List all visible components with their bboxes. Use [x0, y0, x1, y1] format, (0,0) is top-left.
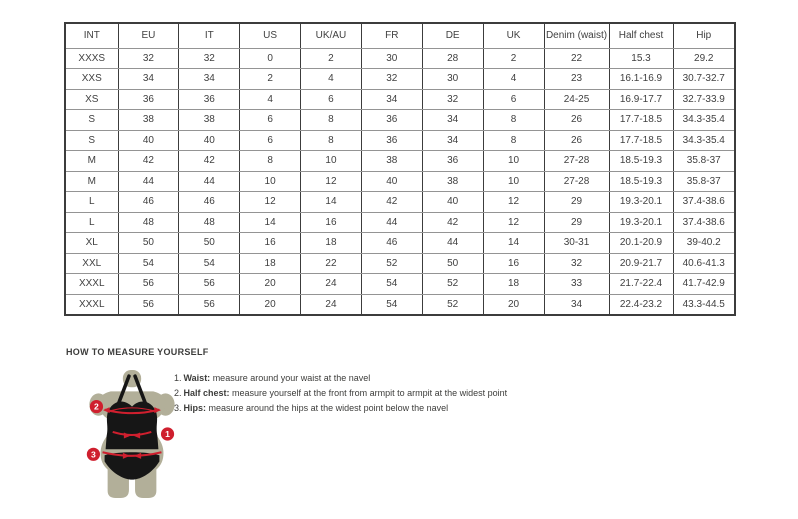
table-cell: 35.8-37 — [673, 151, 735, 172]
table-cell: 16 — [483, 253, 544, 274]
table-cell: 44 — [179, 171, 240, 192]
table-cell: 10 — [301, 151, 362, 172]
table-cell: 6 — [240, 110, 301, 131]
table-cell: 30-31 — [544, 233, 609, 254]
column-header: Hip — [673, 23, 735, 48]
table-cell: 28 — [422, 48, 483, 69]
table-cell: 52 — [422, 294, 483, 315]
table-row — [65, 89, 735, 110]
table-cell: 44 — [361, 212, 422, 233]
table-cell: 54 — [361, 274, 422, 295]
table-cell: L — [65, 212, 118, 233]
table-cell: 0 — [240, 48, 301, 69]
table-cell: S — [65, 130, 118, 151]
table-cell: 34 — [361, 89, 422, 110]
table-cell: 54 — [179, 253, 240, 274]
table-cell: 12 — [483, 192, 544, 213]
table-cell: 34 — [179, 69, 240, 90]
column-header: IT — [179, 23, 240, 48]
table-cell: 20 — [240, 294, 301, 315]
waist-marker-number: 1 — [165, 429, 170, 440]
table-cell: 46 — [179, 192, 240, 213]
table-cell: 36 — [361, 130, 422, 151]
table-cell: 34 — [118, 69, 179, 90]
table-cell: 32 — [544, 253, 609, 274]
table-cell: 16 — [240, 233, 301, 254]
size-chart-table — [64, 22, 736, 316]
table-cell: 19.3-20.1 — [609, 192, 673, 213]
header-row — [65, 23, 735, 48]
table-row — [65, 212, 735, 233]
table-cell: 38 — [179, 110, 240, 131]
table-cell: 34.3-35.4 — [673, 110, 735, 131]
table-cell: 22 — [544, 48, 609, 69]
table-cell: 19.3-20.1 — [609, 212, 673, 233]
mannequin-measure-illustration — [76, 369, 188, 501]
table-cell: 17.7-18.5 — [609, 130, 673, 151]
table-cell: 27-28 — [544, 151, 609, 172]
table-cell: L — [65, 192, 118, 213]
table-cell: 46 — [118, 192, 179, 213]
step-label: Waist: — [183, 373, 211, 383]
table-cell: 20 — [483, 294, 544, 315]
column-header: US — [240, 23, 301, 48]
table-cell: 40 — [179, 130, 240, 151]
table-cell: 24-25 — [544, 89, 609, 110]
table-cell: 18 — [240, 253, 301, 274]
table-cell: 52 — [361, 253, 422, 274]
measure-step-half-chest — [174, 389, 507, 399]
table-cell: 24 — [301, 274, 362, 295]
table-cell: 40 — [422, 192, 483, 213]
table-cell: 18.5-19.3 — [609, 151, 673, 172]
table-cell: 36 — [361, 110, 422, 131]
column-header: EU — [118, 23, 179, 48]
table-cell: 56 — [179, 274, 240, 295]
table-cell: 32 — [179, 48, 240, 69]
table-cell: M — [65, 151, 118, 172]
table-cell: 12 — [483, 212, 544, 233]
table-cell: XS — [65, 89, 118, 110]
step-number: 2. — [174, 388, 182, 398]
table-cell: 14 — [483, 233, 544, 254]
table-cell: 34 — [544, 294, 609, 315]
table-cell: 15.3 — [609, 48, 673, 69]
table-cell: 32.7-33.9 — [673, 89, 735, 110]
table-cell: 37.4-38.6 — [673, 192, 735, 213]
size-chart-section — [64, 22, 736, 316]
table-cell: 18 — [301, 233, 362, 254]
step-text: measure around the hips at the widest point below the navel — [206, 403, 449, 413]
table-cell: 54 — [118, 253, 179, 274]
table-cell: 12 — [301, 171, 362, 192]
table-cell: M — [65, 171, 118, 192]
table-cell: 20 — [240, 274, 301, 295]
chest-marker-number: 2 — [94, 401, 99, 412]
table-cell: 30.7-32.7 — [673, 69, 735, 90]
table-cell: XL — [65, 233, 118, 254]
table-cell: 2 — [483, 48, 544, 69]
size-chart-header — [65, 23, 735, 48]
table-cell: 43.3-44.5 — [673, 294, 735, 315]
table-cell: 16.1-16.9 — [609, 69, 673, 90]
table-cell: 29.2 — [673, 48, 735, 69]
table-cell: 42 — [118, 151, 179, 172]
table-row — [65, 110, 735, 131]
table-cell: 40.6-41.3 — [673, 253, 735, 274]
table-cell: 50 — [179, 233, 240, 254]
step-label: Half chest: — [183, 388, 230, 398]
table-cell: 10 — [483, 171, 544, 192]
table-cell: XXXL — [65, 294, 118, 315]
table-cell: 32 — [422, 89, 483, 110]
table-cell: 24 — [301, 294, 362, 315]
table-cell: 36 — [422, 151, 483, 172]
table-cell: 38 — [361, 151, 422, 172]
column-header: UK/AU — [301, 23, 362, 48]
table-cell: 22.4-23.2 — [609, 294, 673, 315]
table-cell: 35.8-37 — [673, 171, 735, 192]
step-text: measure around your waist at the navel — [210, 373, 371, 383]
table-cell: 34 — [422, 130, 483, 151]
table-cell: 10 — [483, 151, 544, 172]
table-cell: 4 — [483, 69, 544, 90]
table-cell: 37.4-38.6 — [673, 212, 735, 233]
table-cell: 6 — [240, 130, 301, 151]
table-cell: 48 — [179, 212, 240, 233]
table-cell: 10 — [240, 171, 301, 192]
table-cell: 44 — [422, 233, 483, 254]
table-cell: 6 — [301, 89, 362, 110]
table-cell: S — [65, 110, 118, 131]
table-row — [65, 130, 735, 151]
step-label: Hips: — [183, 403, 207, 413]
table-row — [65, 253, 735, 274]
table-cell: XXXS — [65, 48, 118, 69]
table-cell: 29 — [544, 192, 609, 213]
column-header: UK — [483, 23, 544, 48]
table-cell: 21.7-22.4 — [609, 274, 673, 295]
table-cell: 18 — [483, 274, 544, 295]
table-cell: 42 — [361, 192, 422, 213]
table-cell: XXS — [65, 69, 118, 90]
table-row — [65, 192, 735, 213]
table-cell: 34 — [422, 110, 483, 131]
table-cell: 32 — [118, 48, 179, 69]
table-cell: 33 — [544, 274, 609, 295]
table-cell: 26 — [544, 130, 609, 151]
table-cell: 50 — [118, 233, 179, 254]
table-row — [65, 171, 735, 192]
table-cell: 42 — [422, 212, 483, 233]
table-cell: 30 — [422, 69, 483, 90]
step-number: 3. — [174, 403, 182, 413]
table-cell: 14 — [301, 192, 362, 213]
table-cell: 48 — [118, 212, 179, 233]
table-cell: XXXL — [65, 274, 118, 295]
table-cell: 16.9-17.7 — [609, 89, 673, 110]
size-chart-body — [65, 48, 735, 315]
step-number: 1. — [174, 373, 182, 383]
table-cell: 2 — [240, 69, 301, 90]
table-cell: 56 — [118, 274, 179, 295]
table-cell: 52 — [422, 274, 483, 295]
table-cell: 44 — [118, 171, 179, 192]
table-cell: 23 — [544, 69, 609, 90]
measure-step-waist — [174, 374, 507, 384]
table-cell: 16 — [301, 212, 362, 233]
table-cell: 46 — [361, 233, 422, 254]
table-cell: 36 — [179, 89, 240, 110]
column-header: Denim (waist) — [544, 23, 609, 48]
table-cell: 32 — [361, 69, 422, 90]
table-cell: 18.5-19.3 — [609, 171, 673, 192]
table-cell: 8 — [240, 151, 301, 172]
table-cell: 4 — [301, 69, 362, 90]
table-row — [65, 294, 735, 315]
table-cell: 40 — [361, 171, 422, 192]
table-cell: 38 — [422, 171, 483, 192]
table-cell: 2 — [301, 48, 362, 69]
table-cell: 50 — [422, 253, 483, 274]
table-cell: 41.7-42.9 — [673, 274, 735, 295]
measure-instructions — [174, 374, 507, 419]
table-cell: 22 — [301, 253, 362, 274]
table-cell: 8 — [301, 110, 362, 131]
column-header: Half chest — [609, 23, 673, 48]
column-header: DE — [422, 23, 483, 48]
column-header: INT — [65, 23, 118, 48]
table-cell: 4 — [240, 89, 301, 110]
table-cell: 8 — [483, 130, 544, 151]
table-cell: 40 — [118, 130, 179, 151]
table-cell: 38 — [118, 110, 179, 131]
table-row — [65, 48, 735, 69]
table-cell: 29 — [544, 212, 609, 233]
table-row — [65, 69, 735, 90]
table-cell: 26 — [544, 110, 609, 131]
table-row — [65, 274, 735, 295]
table-cell: 54 — [361, 294, 422, 315]
table-cell: 42 — [179, 151, 240, 172]
table-cell: 20.1-20.9 — [609, 233, 673, 254]
table-cell: 6 — [483, 89, 544, 110]
table-cell: 17.7-18.5 — [609, 110, 673, 131]
table-row — [65, 151, 735, 172]
table-cell: 20.9-21.7 — [609, 253, 673, 274]
table-cell: 34.3-35.4 — [673, 130, 735, 151]
table-cell: 56 — [179, 294, 240, 315]
measure-step-hips — [174, 404, 507, 414]
column-header: FR — [361, 23, 422, 48]
table-cell: 8 — [483, 110, 544, 131]
table-cell: 27-28 — [544, 171, 609, 192]
table-cell: 39-40.2 — [673, 233, 735, 254]
table-row — [65, 233, 735, 254]
table-cell: 30 — [361, 48, 422, 69]
step-text: measure yourself at the front from armpit to armpit at the widest point — [229, 388, 508, 398]
table-cell: 14 — [240, 212, 301, 233]
table-cell: XXL — [65, 253, 118, 274]
table-cell: 56 — [118, 294, 179, 315]
table-cell: 8 — [301, 130, 362, 151]
table-cell: 12 — [240, 192, 301, 213]
hips-marker-number: 3 — [91, 449, 96, 460]
table-cell: 36 — [118, 89, 179, 110]
measure-section-title: HOW TO MEASURE YOURSELF — [66, 347, 209, 357]
